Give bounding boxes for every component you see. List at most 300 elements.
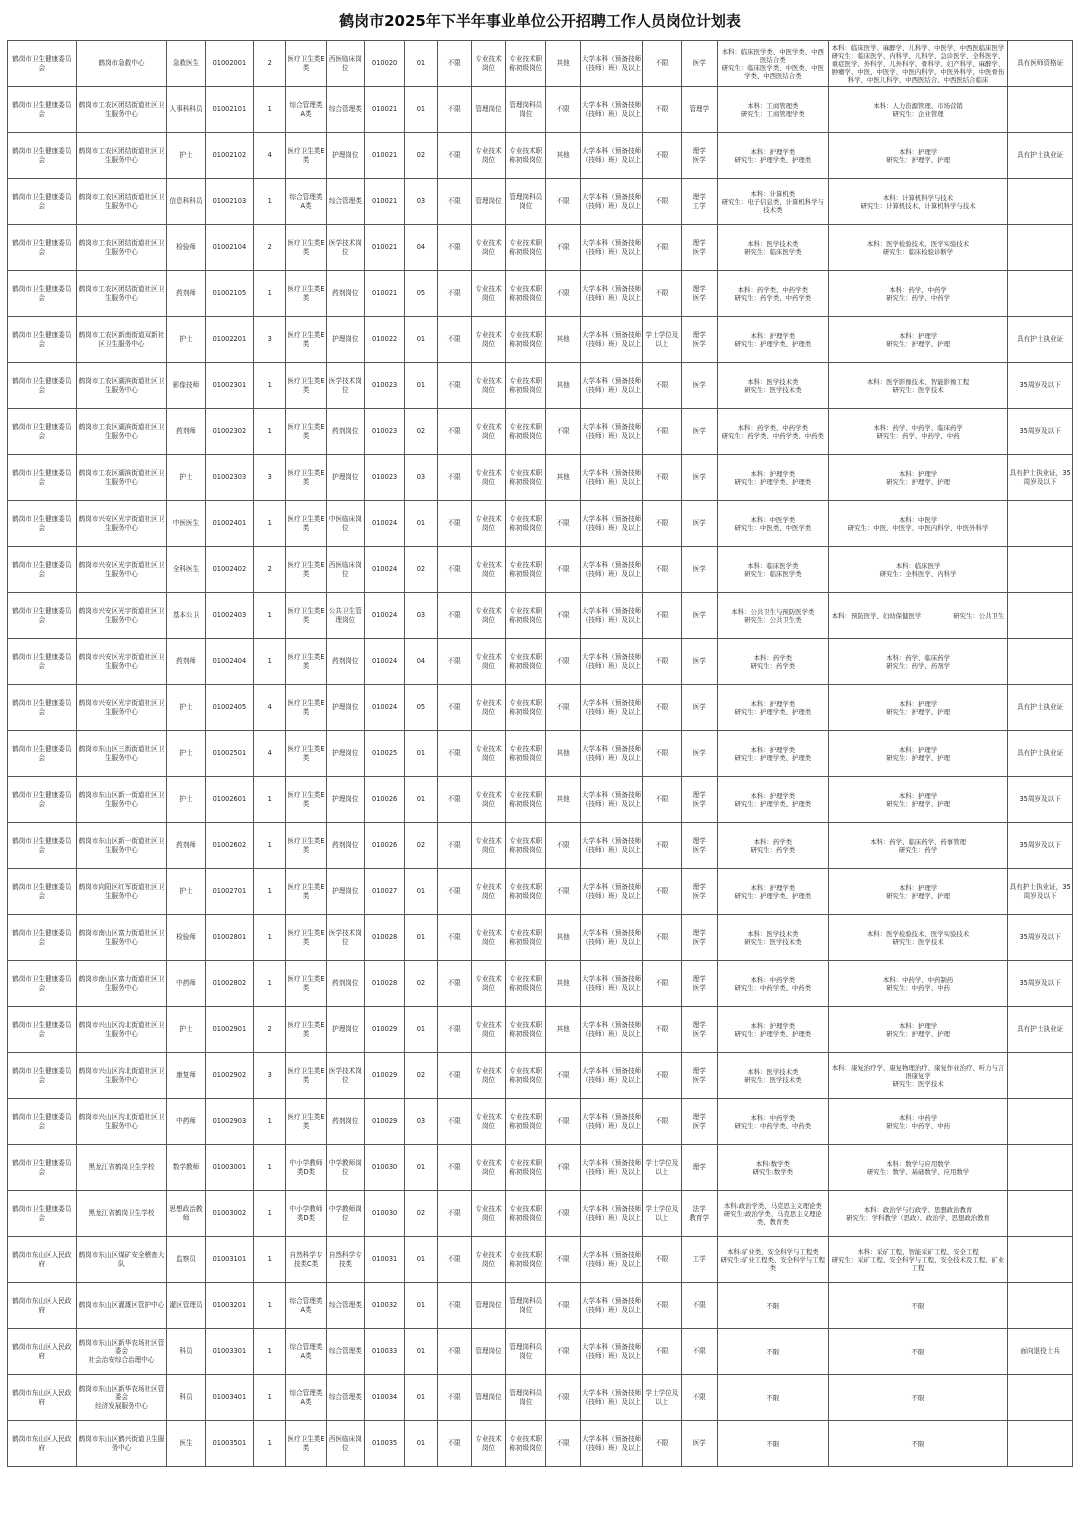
cell-sub: 护理岗位: [326, 731, 364, 777]
cell-cat: 医疗卫生类E类: [286, 961, 326, 1007]
cell-code: 01002701: [205, 869, 253, 915]
cell-exam: 010026: [364, 823, 404, 869]
cell-sub: 中医临床岗位: [326, 501, 364, 547]
cell-dept: 鹤岗市卫生健康委员会: [8, 317, 77, 363]
cell-ptype: 专业技术岗位: [471, 41, 505, 87]
cell-gender: 不限: [437, 225, 471, 271]
cell-seq: 03: [405, 593, 437, 639]
cell-degree: 不限: [643, 1421, 681, 1467]
table-row: [8, 1329, 1073, 1375]
cell-unit: 鹤岗市兴山区沟北街道社区卫生服务中心: [76, 1099, 167, 1145]
cell-disc: 医学: [681, 41, 717, 87]
cell-unit: 鹤岗市东山区新华农场社区管委会 社会治安综合治理中心: [76, 1329, 167, 1375]
cell-num: 1: [254, 1375, 286, 1421]
cell-gender: 不限: [437, 1283, 471, 1329]
cell-other: [1008, 593, 1073, 639]
cell-major1: 本科：药学类 研究生：药学类: [717, 823, 828, 869]
cell-ptype: 专业技术岗位: [471, 317, 505, 363]
cell-dept: 鹤岗市东山区人民政府: [8, 1283, 77, 1329]
cell-other: 具有护士执业证，35周岁及以下: [1008, 455, 1073, 501]
cell-sub: 护理岗位: [326, 133, 364, 179]
cell-post: 思想政治教师: [167, 1191, 205, 1237]
cell-num: 1: [254, 179, 286, 225]
cell-code: 01002001: [205, 41, 253, 87]
cell-cat: 综合管理类A类: [286, 87, 326, 133]
cell-edu: 大学本科（预备技师（技师）班）及以上: [580, 1421, 643, 1467]
cell-ptype: 专业技术岗位: [471, 501, 505, 547]
cell-level: 专业技术职称初级岗位: [506, 639, 546, 685]
cell-seq: 01: [405, 1145, 437, 1191]
cell-sub: 药剂岗位: [326, 409, 364, 455]
cell-dept: 鹤岗市卫生健康委员会: [8, 409, 77, 455]
cell-disc: 医学: [681, 1421, 717, 1467]
cell-num: 3: [254, 1053, 286, 1099]
cell-degree: 不限: [643, 1237, 681, 1283]
cell-other: 35周岁及以下: [1008, 961, 1073, 1007]
cell-level: 专业技术职称初级岗位: [506, 1053, 546, 1099]
table-row: [8, 593, 1073, 639]
cell-nature: 其他: [546, 363, 580, 409]
cell-degree: 学士学位及以上: [643, 1145, 681, 1191]
table-row: [8, 455, 1073, 501]
cell-num: 1: [254, 869, 286, 915]
cell-major2: 本科：中医学 研究生：中医、中医学、中医内科学、中医外科学: [828, 501, 1008, 547]
cell-code: 01002802: [205, 961, 253, 1007]
cell-cat: 医疗卫生类E类: [286, 501, 326, 547]
table-row: [8, 731, 1073, 777]
cell-level: 管理岗科员岗位: [506, 1375, 546, 1421]
cell-cat: 医疗卫生类E类: [286, 1099, 326, 1145]
cell-level: 专业技术职称初级岗位: [506, 1007, 546, 1053]
cell-gender: 不限: [437, 179, 471, 225]
cell-edu: 大学本科（预备技师（技师）班）及以上: [580, 685, 643, 731]
cell-nature: 不限: [546, 179, 580, 225]
table-row: [8, 1007, 1073, 1053]
cell-major1: 本科：药学类、中药学类 研究生：药学类、中药学类、中药类: [717, 409, 828, 455]
cell-ptype: 管理岗位: [471, 87, 505, 133]
cell-seq: 01: [405, 1375, 437, 1421]
cell-edu: 大学本科（预备技师（技师）班）及以上: [580, 639, 643, 685]
cell-major2: 本科：护理学 研究生：护理学、护理: [828, 777, 1008, 823]
table-row: [8, 869, 1073, 915]
cell-num: 1: [254, 363, 286, 409]
table-row: [8, 87, 1073, 133]
cell-seq: 03: [405, 179, 437, 225]
cell-unit: 黑龙江省鹤岗卫生学校: [76, 1191, 167, 1237]
cell-nature: 不限: [546, 1283, 580, 1329]
cell-exam: 010027: [364, 869, 404, 915]
cell-unit: 鹤岗市工农区湖滨街道社区卫生服务中心: [76, 409, 167, 455]
cell-level: 专业技术职称初级岗位: [506, 1421, 546, 1467]
cell-disc: 医学: [681, 501, 717, 547]
cell-exam: 010023: [364, 409, 404, 455]
cell-ptype: 专业技术岗位: [471, 271, 505, 317]
cell-dept: 鹤岗市卫生健康委员会: [8, 501, 77, 547]
cell-seq: 01: [405, 731, 437, 777]
cell-post: 检验师: [167, 915, 205, 961]
cell-code: 01002901: [205, 1007, 253, 1053]
cell-other: [1008, 1099, 1073, 1145]
cell-level: 专业技术职称初级岗位: [506, 961, 546, 1007]
cell-other: 面向退役士兵: [1008, 1329, 1073, 1375]
cell-seq: 01: [405, 869, 437, 915]
cell-ptype: 专业技术岗位: [471, 869, 505, 915]
cell-dept: 鹤岗市卫生健康委员会: [8, 133, 77, 179]
cell-edu: 大学本科（预备技师（技师）班）及以上: [580, 869, 643, 915]
cell-ptype: 专业技术岗位: [471, 823, 505, 869]
cell-edu: 大学本科（预备技师（技师）班）及以上: [580, 915, 643, 961]
cell-dept: 鹤岗市卫生健康委员会: [8, 823, 77, 869]
cell-nature: 不限: [546, 685, 580, 731]
cell-disc: 医学: [681, 455, 717, 501]
cell-cat: 综合管理类A类: [286, 179, 326, 225]
cell-num: 1: [254, 1191, 286, 1237]
cell-disc: 医学: [681, 409, 717, 455]
table-body: [8, 41, 1073, 1467]
cell-degree: 学士学位及以上: [643, 317, 681, 363]
cell-sub: 医学技术岗位: [326, 363, 364, 409]
cell-sub: 公共卫生管理岗位: [326, 593, 364, 639]
cell-degree: 学士学位及以上: [643, 1375, 681, 1421]
cell-level: 专业技术职称初级岗位: [506, 1191, 546, 1237]
table-row: [8, 363, 1073, 409]
cell-degree: 不限: [643, 363, 681, 409]
cell-degree: 不限: [643, 777, 681, 823]
cell-sub: 中学教师岗位: [326, 1145, 364, 1191]
cell-code: 01002403: [205, 593, 253, 639]
cell-seq: 01: [405, 501, 437, 547]
cell-seq: 01: [405, 1283, 437, 1329]
cell-disc: 医学: [681, 363, 717, 409]
cell-dept: 鹤岗市东山区人民政府: [8, 1375, 77, 1421]
cell-other: [1008, 1421, 1073, 1467]
cell-nature: 其他: [546, 1007, 580, 1053]
cell-code: 01002102: [205, 133, 253, 179]
cell-cat: 中小学教师类D类: [286, 1191, 326, 1237]
cell-post: 护士: [167, 869, 205, 915]
cell-other: [1008, 639, 1073, 685]
cell-level: 专业技术职称初级岗位: [506, 225, 546, 271]
cell-sub: 西医临床岗位: [326, 1421, 364, 1467]
cell-disc: 不限: [681, 1283, 717, 1329]
cell-code: 01002601: [205, 777, 253, 823]
cell-major2: 本科：药学、中药学、临床药学 研究生：药学、中药学、中药: [828, 409, 1008, 455]
cell-ptype: 管理岗位: [471, 1283, 505, 1329]
cell-gender: 不限: [437, 1375, 471, 1421]
table-row: [8, 777, 1073, 823]
cell-gender: 不限: [437, 777, 471, 823]
cell-sub: 中学教师岗位: [326, 1191, 364, 1237]
cell-dept: 鹤岗市卫生健康委员会: [8, 777, 77, 823]
cell-post: 护士: [167, 133, 205, 179]
cell-level: 专业技术职称初级岗位: [506, 41, 546, 87]
cell-post: 中医医生: [167, 501, 205, 547]
cell-major2: 本科：护理学 研究生：护理学、护理: [828, 455, 1008, 501]
cell-major1: 不限: [717, 1329, 828, 1375]
cell-exam: 010029: [364, 1053, 404, 1099]
cell-other: [1008, 1145, 1073, 1191]
table-row: [8, 225, 1073, 271]
cell-degree: 不限: [643, 225, 681, 271]
cell-num: 2: [254, 225, 286, 271]
cell-unit: 鹤岗市兴山区沟北街道社区卫生服务中心: [76, 1053, 167, 1099]
cell-disc: 医学: [681, 593, 717, 639]
cell-disc: 医学: [681, 639, 717, 685]
cell-nature: 不限: [546, 547, 580, 593]
cell-cat: 医疗卫生类E类: [286, 317, 326, 363]
cell-level: 专业技术职称初级岗位: [506, 133, 546, 179]
cell-cat: 医疗卫生类E类: [286, 409, 326, 455]
cell-sub: 药剂岗位: [326, 639, 364, 685]
cell-cat: 医疗卫生类E类: [286, 823, 326, 869]
cell-edu: 大学本科（预备技师（技师）班）及以上: [580, 133, 643, 179]
cell-post: 护士: [167, 685, 205, 731]
cell-level: 专业技术职称初级岗位: [506, 455, 546, 501]
cell-post: 影像技师: [167, 363, 205, 409]
cell-major2: 本科：药学、中药学 研究生：药学、中药学: [828, 271, 1008, 317]
cell-sub: 自然科学专技类: [326, 1237, 364, 1283]
cell-major1: 本科：医学技术类 研究生：医学技术类: [717, 915, 828, 961]
cell-sub: 护理岗位: [326, 455, 364, 501]
cell-disc: 理学 医学: [681, 915, 717, 961]
cell-unit: 鹤岗市南山区富力街道社区卫生服务中心: [76, 915, 167, 961]
cell-num: 4: [254, 133, 286, 179]
cell-disc: 理学 医学: [681, 317, 717, 363]
cell-edu: 大学本科（预备技师（技师）班）及以上: [580, 41, 643, 87]
cell-unit: 鹤岗市东山区煤矿安全稽查大队: [76, 1237, 167, 1283]
cell-code: 01002101: [205, 87, 253, 133]
cell-gender: 不限: [437, 409, 471, 455]
cell-nature: 其他: [546, 777, 580, 823]
cell-edu: 大学本科（预备技师（技师）班）及以上: [580, 777, 643, 823]
cell-seq: 01: [405, 915, 437, 961]
cell-major1: 本科:政治学类、马克思主义理论类 研究生:政治学类、马克思主义理论类、教育类: [717, 1191, 828, 1237]
table-row: [8, 133, 1073, 179]
cell-level: 专业技术职称初级岗位: [506, 547, 546, 593]
cell-major1: 本科：护理学类 研究生：护理学类、护理类: [717, 685, 828, 731]
cell-ptype: 专业技术岗位: [471, 1053, 505, 1099]
cell-gender: 不限: [437, 1421, 471, 1467]
position-plan-table: [7, 40, 1073, 1467]
cell-gender: 不限: [437, 731, 471, 777]
cell-unit: 鹤岗市工农区团结街道社区卫生服务中心: [76, 225, 167, 271]
cell-exam: 010024: [364, 685, 404, 731]
cell-num: 1: [254, 915, 286, 961]
cell-code: 01002602: [205, 823, 253, 869]
cell-exam: 010028: [364, 915, 404, 961]
cell-edu: 大学本科（预备技师（技师）班）及以上: [580, 961, 643, 1007]
cell-ptype: 专业技术岗位: [471, 777, 505, 823]
cell-num: 4: [254, 685, 286, 731]
cell-nature: 不限: [546, 1099, 580, 1145]
cell-num: 1: [254, 1145, 286, 1191]
cell-seq: 03: [405, 1099, 437, 1145]
cell-seq: 01: [405, 363, 437, 409]
cell-post: 康复师: [167, 1053, 205, 1099]
cell-nature: 不限: [546, 501, 580, 547]
cell-edu: 大学本科（预备技师（技师）班）及以上: [580, 1237, 643, 1283]
cell-unit: 鹤岗市东山区鹤兴街道卫生服务中心: [76, 1421, 167, 1467]
cell-seq: 02: [405, 409, 437, 455]
cell-major2: 本科：政治学与行政学、思想政治教育 研究生：学科教学（思政）、政治学、思想政治教育: [828, 1191, 1008, 1237]
page-title: 鹤岗市2025年下半年事业单位公开招聘工作人员岗位计划表: [339, 12, 741, 30]
cell-other: [1008, 1191, 1073, 1237]
cell-num: 2: [254, 41, 286, 87]
cell-cat: 医疗卫生类E类: [286, 1421, 326, 1467]
cell-level: 专业技术职称初级岗位: [506, 823, 546, 869]
cell-major1: 本科：中药学类 研究生：中药学类、中药类: [717, 961, 828, 1007]
cell-other: 具有医师资格证: [1008, 41, 1073, 87]
cell-other: 35周岁及以下: [1008, 409, 1073, 455]
cell-unit: 鹤岗市南山区富力街道社区卫生服务中心: [76, 961, 167, 1007]
cell-degree: 不限: [643, 271, 681, 317]
cell-unit: 鹤岗市工农区团结街道社区卫生服务中心: [76, 133, 167, 179]
cell-unit: 鹤岗市工农区湖滨街道社区卫生服务中心: [76, 363, 167, 409]
cell-other: [1008, 179, 1073, 225]
cell-unit: 鹤岗市东山区新华农场社区管委会 经济发展服务中心: [76, 1375, 167, 1421]
cell-nature: 不限: [546, 639, 580, 685]
cell-sub: 西医临床岗位: [326, 547, 364, 593]
cell-major2: 本科：数学与应用数学 研究生：数学、基础数学、应用数学: [828, 1145, 1008, 1191]
cell-other: 35周岁及以下: [1008, 777, 1073, 823]
cell-gender: 不限: [437, 363, 471, 409]
table-row: [8, 317, 1073, 363]
cell-nature: 不限: [546, 1053, 580, 1099]
cell-gender: 不限: [437, 869, 471, 915]
cell-major2: 本科：采矿工程、智能采矿工程、安全工程 研究生：采矿工程、安全科学与工程、安全技术及工程、矿业工程: [828, 1237, 1008, 1283]
cell-post: 灌区管理员: [167, 1283, 205, 1329]
cell-edu: 大学本科（预备技师（技师）班）及以上: [580, 1007, 643, 1053]
cell-nature: 不限: [546, 225, 580, 271]
cell-level: 专业技术职称初级岗位: [506, 317, 546, 363]
cell-seq: 01: [405, 1329, 437, 1375]
cell-post: 护士: [167, 455, 205, 501]
cell-major1: 本科：公共卫生与预防医学类 研究生：公共卫生类: [717, 593, 828, 639]
cell-edu: 大学本科（预备技师（技师）班）及以上: [580, 317, 643, 363]
cell-code: 01003001: [205, 1145, 253, 1191]
cell-major1: 不限: [717, 1421, 828, 1467]
table-row: [8, 1053, 1073, 1099]
cell-ptype: 专业技术岗位: [471, 409, 505, 455]
cell-sub: 西医临床岗位: [326, 41, 364, 87]
cell-exam: 010033: [364, 1329, 404, 1375]
cell-other: 35周岁及以下: [1008, 915, 1073, 961]
cell-num: 1: [254, 1237, 286, 1283]
cell-dept: 鹤岗市卫生健康委员会: [8, 547, 77, 593]
cell-other: 具有护士执业证: [1008, 317, 1073, 363]
cell-dept: 鹤岗市东山区人民政府: [8, 1237, 77, 1283]
cell-post: 护士: [167, 1007, 205, 1053]
cell-sub: 药剂岗位: [326, 1099, 364, 1145]
cell-ptype: 专业技术岗位: [471, 133, 505, 179]
cell-code: 01003101: [205, 1237, 253, 1283]
cell-major2: 本科：护理学 研究生：护理学、护理: [828, 731, 1008, 777]
cell-post: 监察员: [167, 1237, 205, 1283]
cell-sub: 护理岗位: [326, 317, 364, 363]
cell-ptype: 专业技术岗位: [471, 225, 505, 271]
cell-unit: 鹤岗市兴安区光宇街道社区卫生服务中心: [76, 547, 167, 593]
cell-major2: 本科：医学检验技术、医学实验技术 研究生：临床检验诊断学: [828, 225, 1008, 271]
cell-num: 2: [254, 547, 286, 593]
cell-cat: 医疗卫生类E类: [286, 1053, 326, 1099]
cell-dept: 鹤岗市卫生健康委员会: [8, 961, 77, 1007]
cell-degree: 不限: [643, 41, 681, 87]
cell-code: 01002201: [205, 317, 253, 363]
cell-edu: 大学本科（预备技师（技师）班）及以上: [580, 363, 643, 409]
cell-major1: 不限: [717, 1283, 828, 1329]
cell-post: 药剂师: [167, 823, 205, 869]
cell-nature: 不限: [546, 1375, 580, 1421]
cell-nature: 不限: [546, 1237, 580, 1283]
cell-other: 35周岁及以下: [1008, 363, 1073, 409]
cell-other: [1008, 547, 1073, 593]
cell-unit: 鹤岗市工农区团结街道社区卫生服务中心: [76, 87, 167, 133]
cell-major1: 本科：临床医学类 研究生：临床医学类: [717, 547, 828, 593]
cell-unit: 鹤岗市工农区团结街道社区卫生服务中心: [76, 271, 167, 317]
table-row: [8, 409, 1073, 455]
cell-major2: 本科：药学、临床药学、药事管理 研究生：药学: [828, 823, 1008, 869]
cell-sub: 护理岗位: [326, 685, 364, 731]
cell-major2: 本科：康复治疗学、康复物理治疗、康复作业治疗、听力与言语康复学 研究生：医学技术: [828, 1053, 1008, 1099]
cell-num: 1: [254, 639, 286, 685]
cell-dept: 鹤岗市东山区人民政府: [8, 1421, 77, 1467]
cell-sub: 护理岗位: [326, 777, 364, 823]
cell-edu: 大学本科（预备技师（技师）班）及以上: [580, 547, 643, 593]
cell-disc: 理学: [681, 1145, 717, 1191]
cell-dept: 鹤岗市卫生健康委员会: [8, 593, 77, 639]
cell-seq: 03: [405, 455, 437, 501]
cell-dept: 鹤岗市卫生健康委员会: [8, 455, 77, 501]
cell-cat: 医疗卫生类E类: [286, 547, 326, 593]
cell-unit: 鹤岗市东山区新一街道社区卫生服务中心: [76, 777, 167, 823]
cell-exam: 010024: [364, 501, 404, 547]
cell-major2: 本科：预防医学、妇幼保健医学 研究生：公共卫生: [828, 593, 1008, 639]
cell-exam: 010025: [364, 731, 404, 777]
cell-other: 具有护士执业证，35周岁及以下: [1008, 869, 1073, 915]
cell-dept: 鹤岗市卫生健康委员会: [8, 41, 77, 87]
cell-major2: 本科：护理学 研究生：护理学、护理: [828, 133, 1008, 179]
cell-gender: 不限: [437, 547, 471, 593]
cell-disc: 理学 医学: [681, 225, 717, 271]
cell-ptype: 专业技术岗位: [471, 685, 505, 731]
cell-dept: 鹤岗市东山区人民政府: [8, 1329, 77, 1375]
cell-other: [1008, 501, 1073, 547]
cell-code: 01002104: [205, 225, 253, 271]
cell-exam: 010024: [364, 639, 404, 685]
cell-cat: 医疗卫生类E类: [286, 731, 326, 777]
cell-code: 01002401: [205, 501, 253, 547]
cell-degree: 不限: [643, 961, 681, 1007]
cell-exam: 010035: [364, 1421, 404, 1467]
cell-other: 具有护士执业证: [1008, 133, 1073, 179]
cell-major1: 本科：护理学类 研究生：护理学类、护理类: [717, 317, 828, 363]
cell-major2: 本科：中药学、中药制药 研究生：中药学、中药: [828, 961, 1008, 1007]
cell-major1: 本科：药学类 研究生：药学类: [717, 639, 828, 685]
cell-major1: 本科：临床医学类、中医学类、中西医结合类 研究生：临床医学类、中医类、中医学类、中西医结合类: [717, 41, 828, 87]
cell-gender: 不限: [437, 317, 471, 363]
cell-sub: 综合管理类: [326, 1375, 364, 1421]
cell-disc: 医学: [681, 547, 717, 593]
cell-seq: 02: [405, 547, 437, 593]
cell-disc: 理学 医学: [681, 777, 717, 823]
cell-dept: 鹤岗市卫生健康委员会: [8, 639, 77, 685]
cell-major2: 本科：临床医学、麻醉学、儿科学、中医学、中西医临床医学 研究生：临床医学、内科学、儿科学、急诊医学、全科医学、重症医学、外科学、儿外科学、骨科学、妇产科学、麻醉学、肿瘤学、中医、中医学、中医内科学、中医外科学、中医骨伤科学、中医儿科学、中西医结合、中西医结合临床: [828, 41, 1008, 87]
cell-num: 1: [254, 87, 286, 133]
cell-seq: 05: [405, 271, 437, 317]
cell-level: 专业技术职称初级岗位: [506, 593, 546, 639]
cell-disc: 医学: [681, 685, 717, 731]
cell-exam: 010021: [364, 179, 404, 225]
